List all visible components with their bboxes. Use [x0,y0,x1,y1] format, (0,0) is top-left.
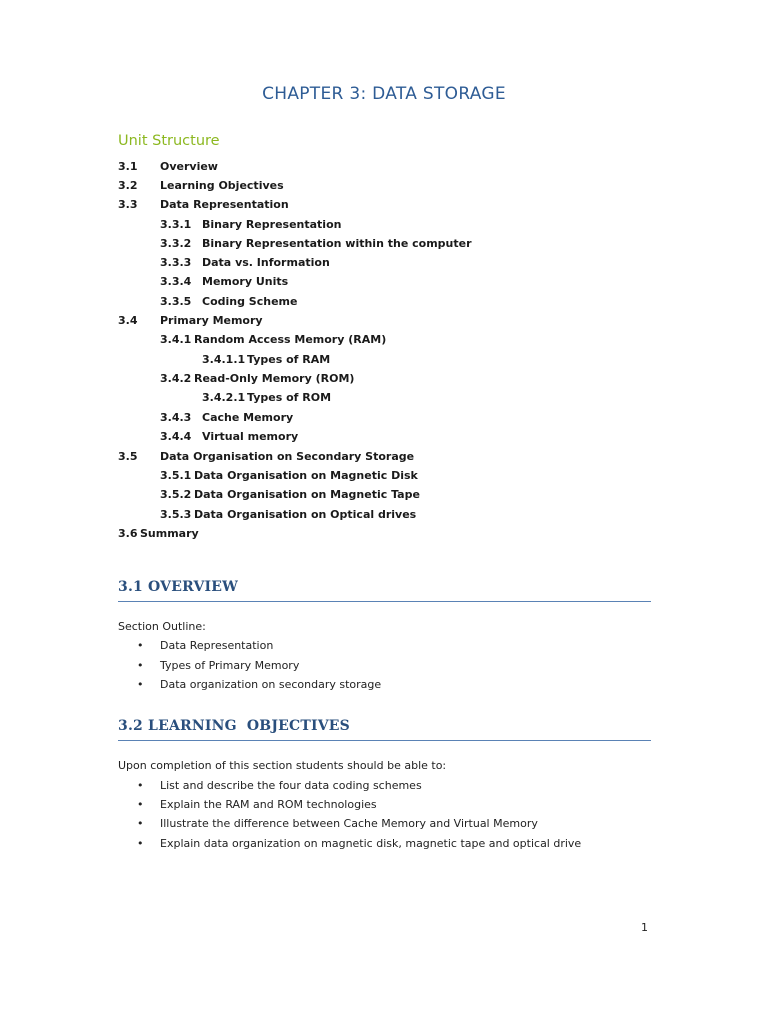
toc-item-number: 3.3.3 [160,256,192,269]
toc-item-number: 3.3.2 [160,237,192,250]
toc-item-number: 3.3.5 [160,295,192,308]
toc-item-label: Data vs. Information [202,256,330,269]
bullet-text: Explain data organization on magnetic disk, magnetic tape and optical drive [160,837,582,850]
toc-item-number: 3.4.3 [160,411,192,424]
toc-item-number: 3.4.1.1 [202,353,246,366]
toc-item-label: Virtual memory [202,430,299,443]
toc-item-label: Data Representation [160,198,289,211]
toc-item-label: Binary Representation within the computer [202,237,472,250]
bullet-text: Explain the RAM and ROM technologies [160,798,377,811]
toc-item-number: 3.4 [118,314,138,327]
toc-item-label: Types of ROM [247,391,332,404]
bullet-icon: • [137,817,144,830]
toc-item-number: 3.3.1 [160,218,192,231]
section-divider [118,740,651,741]
toc-item-number: 3.5 [118,450,138,463]
section-divider [118,601,651,602]
toc-item-label: Learning Objectives [160,179,284,192]
toc-item-number: 3.4.4 [160,430,192,443]
page-number: 1 [641,921,648,934]
toc-item-label: Cache Memory [202,411,294,424]
section-intro: Section Outline: [118,620,206,633]
bullet-text: List and describe the four data coding schemes [160,779,422,792]
toc-item-number: 3.5.2 [160,488,192,501]
toc-item-number: 3.4.2 [160,372,192,385]
bullet-text: Data organization on secondary storage [160,678,382,691]
bullet-icon: • [137,678,144,691]
toc-item-label: Data Organisation on Optical drives [194,508,417,521]
toc-item-label: Summary [140,527,199,540]
toc-item-number: 3.1 [118,160,138,173]
bullet-text: Data Representation [160,639,274,652]
toc-item-number: 3.6 [118,527,138,540]
bullet-icon: • [137,779,144,792]
toc-item-label: Read-Only Memory (ROM) [194,372,355,385]
section-intro: Upon completion of this section students should be able to: [118,759,447,772]
bullet-text: Illustrate the difference between Cache Memory and Virtual Memory [160,817,538,830]
toc-item-label: Coding Scheme [202,295,298,308]
bullet-icon: • [137,639,144,652]
toc-item-label: Overview [160,160,218,173]
toc-item-label: Binary Representation [202,218,342,231]
toc-item-number: 3.3 [118,198,138,211]
bullet-icon: • [137,798,144,811]
bullet-icon: • [137,837,144,850]
toc-item-number: 3.4.2.1 [202,391,246,404]
toc-item-label: Primary Memory [160,314,263,327]
toc-item-number: 3.5.3 [160,508,192,521]
section-heading-learning-objectives: 3.2 LEARNING OBJECTIVES [118,718,350,734]
chapter-title: CHAPTER 3: DATA STORAGE [262,84,506,104]
toc-item-number: 3.5.1 [160,469,192,482]
section-heading-overview: 3.1 OVERVIEW [118,579,239,595]
toc-item-number: 3.3.4 [160,275,192,288]
toc-item-number: 3.2 [118,179,138,192]
toc-item-label: Random Access Memory (RAM) [194,333,387,346]
toc-item-label: Data Organisation on Magnetic Disk [194,469,418,482]
toc-item-label: Memory Units [202,275,289,288]
unit-structure-title: Unit Structure [118,133,220,149]
toc-item-label: Data Organisation on Secondary Storage [160,450,415,463]
toc-item-label: Data Organisation on Magnetic Tape [194,488,420,501]
bullet-icon: • [137,659,144,672]
toc-item-number: 3.4.1 [160,333,192,346]
toc-item-label: Types of RAM [247,353,331,366]
bullet-text: Types of Primary Memory [160,659,300,672]
